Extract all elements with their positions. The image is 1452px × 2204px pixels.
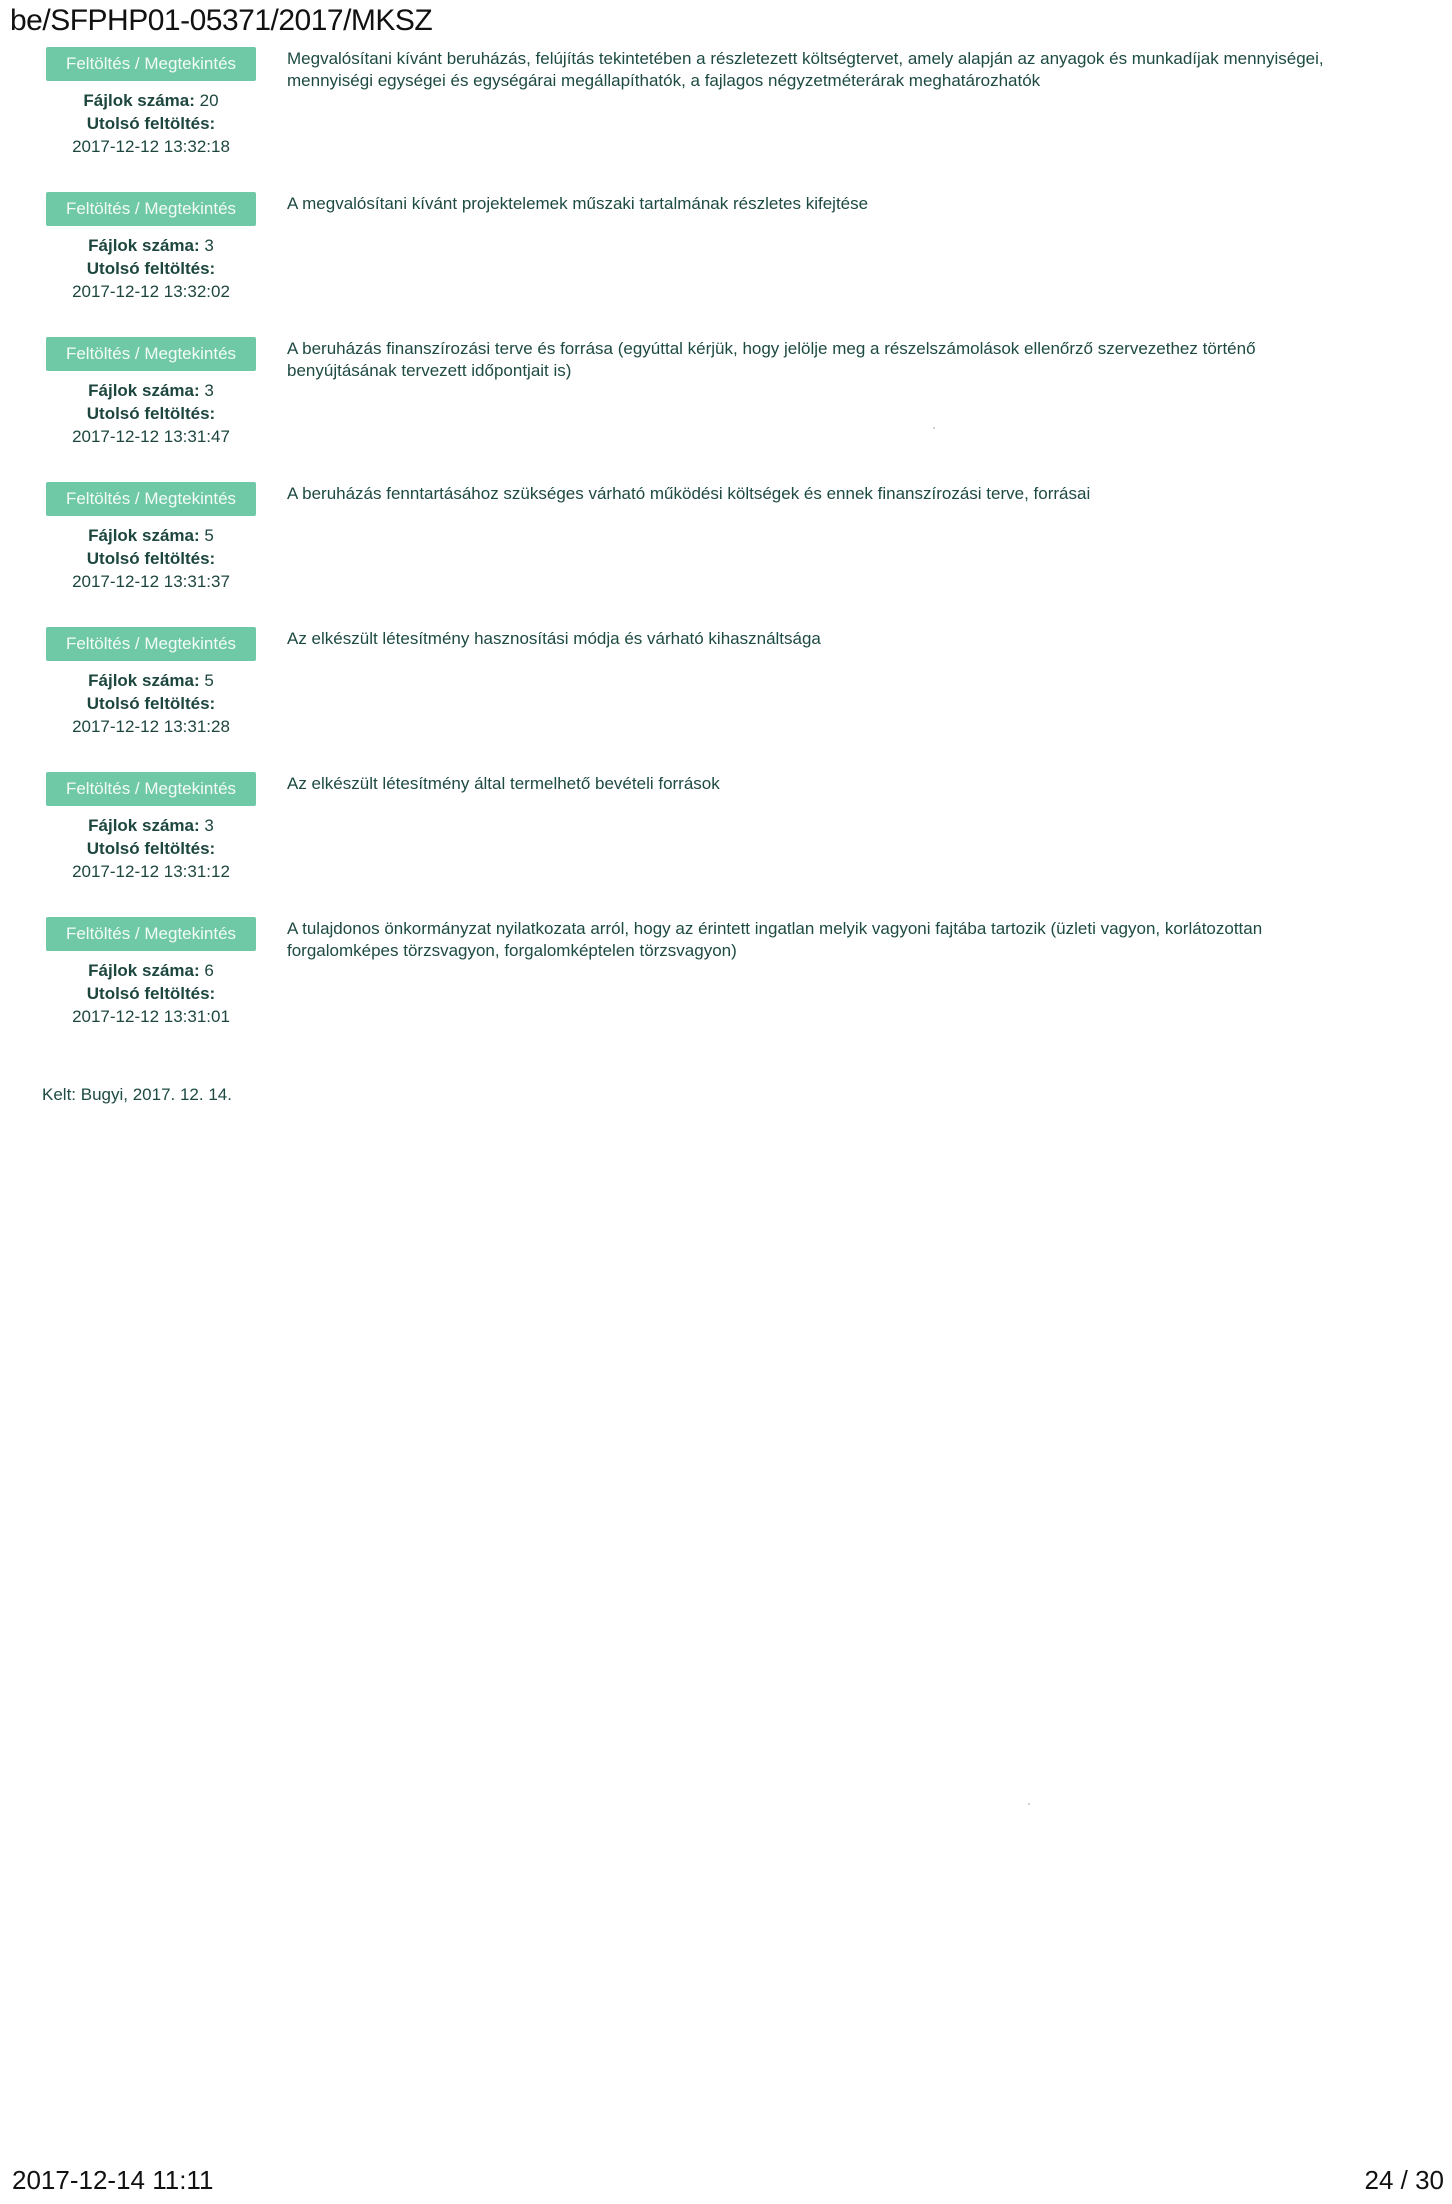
last-upload-label: Utolsó feltöltés: [86,984,216,1003]
file-count [46,814,256,837]
file-count-value: 3 [204,236,214,255]
file-count-value: 6 [204,961,214,980]
document-description: A tulajdonos önkormányzat nyilatkozata arról, hogy az érintett ingatlan melyik vagyoni fajtába tartozik (üzleti vagyon, korlátozottan forgalomképes törzsvagyon, forgalomképtelen törzsvagyon) [287,919,1263,960]
file-count-label: Fájlok száma: [88,816,200,835]
upload-view-button[interactable]: Feltöltés / Megtekintés [46,192,256,226]
document-meta [46,772,256,883]
file-count-label: Fájlok száma: [88,526,200,545]
scan-speck [1028,1803,1030,1805]
last-upload-value: 2017-12-12 13:31:28 [72,717,230,736]
last-upload-value: 2017-12-12 13:31:12 [72,862,230,881]
last-upload-value: 2017-12-12 13:31:47 [72,427,230,446]
file-count-label: Fájlok száma: [88,381,200,400]
footer-printed-at: 2017-12-14 11:11 [12,2165,214,2195]
upload-view-button[interactable]: Feltöltés / Megtekintés [46,917,256,951]
file-count-label: Fájlok száma: [88,961,200,980]
file-count [46,669,256,692]
upload-view-button[interactable]: Feltöltés / Megtekintés [46,627,256,661]
file-count-value: 5 [204,526,214,545]
document-row [0,917,1452,1062]
document-row [0,772,1452,917]
upload-view-button[interactable]: Feltöltés / Megtekintés [46,337,256,371]
last-upload-label: Utolsó feltöltés: [86,404,216,423]
last-upload-label: Utolsó feltöltés: [86,259,216,278]
document-description: Megvalósítani kívánt beruházás, felújítás tekintetében a részletezett költségtervet, amely alapján az anyagok és munkadíjak mennyiségei, mennyiségi egységei és egységárai megállapíthatók, a fajlagos négyzetméterárak meghatározhatók [287,49,1324,90]
upload-view-button[interactable]: Feltöltés / Megtekintés [46,482,256,516]
document-meta [46,192,256,303]
scan-speck [933,427,935,429]
document-meta [46,337,256,448]
last-upload-label: Utolsó feltöltés: [86,549,216,568]
document-description: A beruházás finanszírozási terve és forrása (egyúttal kérjük, hogy jelölje meg a részelszámolások ellenőrző szervezethez történő benyújtásának tervezett időpontjait is) [287,339,1256,380]
document-row [0,482,1452,627]
document-list [0,47,1452,1062]
document-title: be/SFPHP01-05371/2017/MKSZ [10,4,433,37]
file-count [46,524,256,547]
last-upload-value: 2017-12-12 13:32:18 [72,137,230,156]
page-number: 24 / 30 [1364,2165,1444,2195]
last-upload-label: Utolsó feltöltés: [86,694,216,713]
document-row [0,192,1452,337]
document-meta [46,47,256,158]
document-description: A megvalósítani kívánt projektelemek műszaki tartalmának részletes kifejtése [287,194,869,213]
document-meta [46,917,256,1028]
file-count-value: 5 [204,671,214,690]
file-count-label: Fájlok száma: [88,671,200,690]
document-meta [46,482,256,593]
file-count [46,89,256,112]
file-count [46,234,256,257]
file-count [46,959,256,982]
file-count-value: 3 [204,381,214,400]
upload-view-button[interactable]: Feltöltés / Megtekintés [46,772,256,806]
last-upload-value: 2017-12-12 13:31:37 [72,572,230,591]
file-count-label: Fájlok száma: [88,236,200,255]
file-count-value: 20 [199,91,219,110]
last-upload-label: Utolsó feltöltés: [86,114,216,133]
document-row [0,47,1452,192]
document-meta [46,627,256,738]
document-description: A beruházás fenntartásához szükséges várható működési költségek és ennek finanszírozási terve, forrásai [287,484,1091,503]
file-count-label: Fájlok száma: [83,91,195,110]
upload-view-button[interactable]: Feltöltés / Megtekintés [46,47,256,81]
document-description: Az elkészült létesítmény hasznosítási módja és várható kihasználtsága [287,629,821,648]
file-count-value: 3 [204,816,214,835]
last-upload-value: 2017-12-12 13:32:02 [72,282,230,301]
document-row [0,627,1452,772]
file-count [46,379,256,402]
document-description: Az elkészült létesítmény által termelhető bevételi források [287,774,720,793]
document-row [0,337,1452,482]
last-upload-label: Utolsó feltöltés: [86,839,216,858]
kelt-place-date: Kelt: Bugyi, 2017. 12. 14. [42,1085,232,1104]
last-upload-value: 2017-12-12 13:31:01 [72,1007,230,1026]
